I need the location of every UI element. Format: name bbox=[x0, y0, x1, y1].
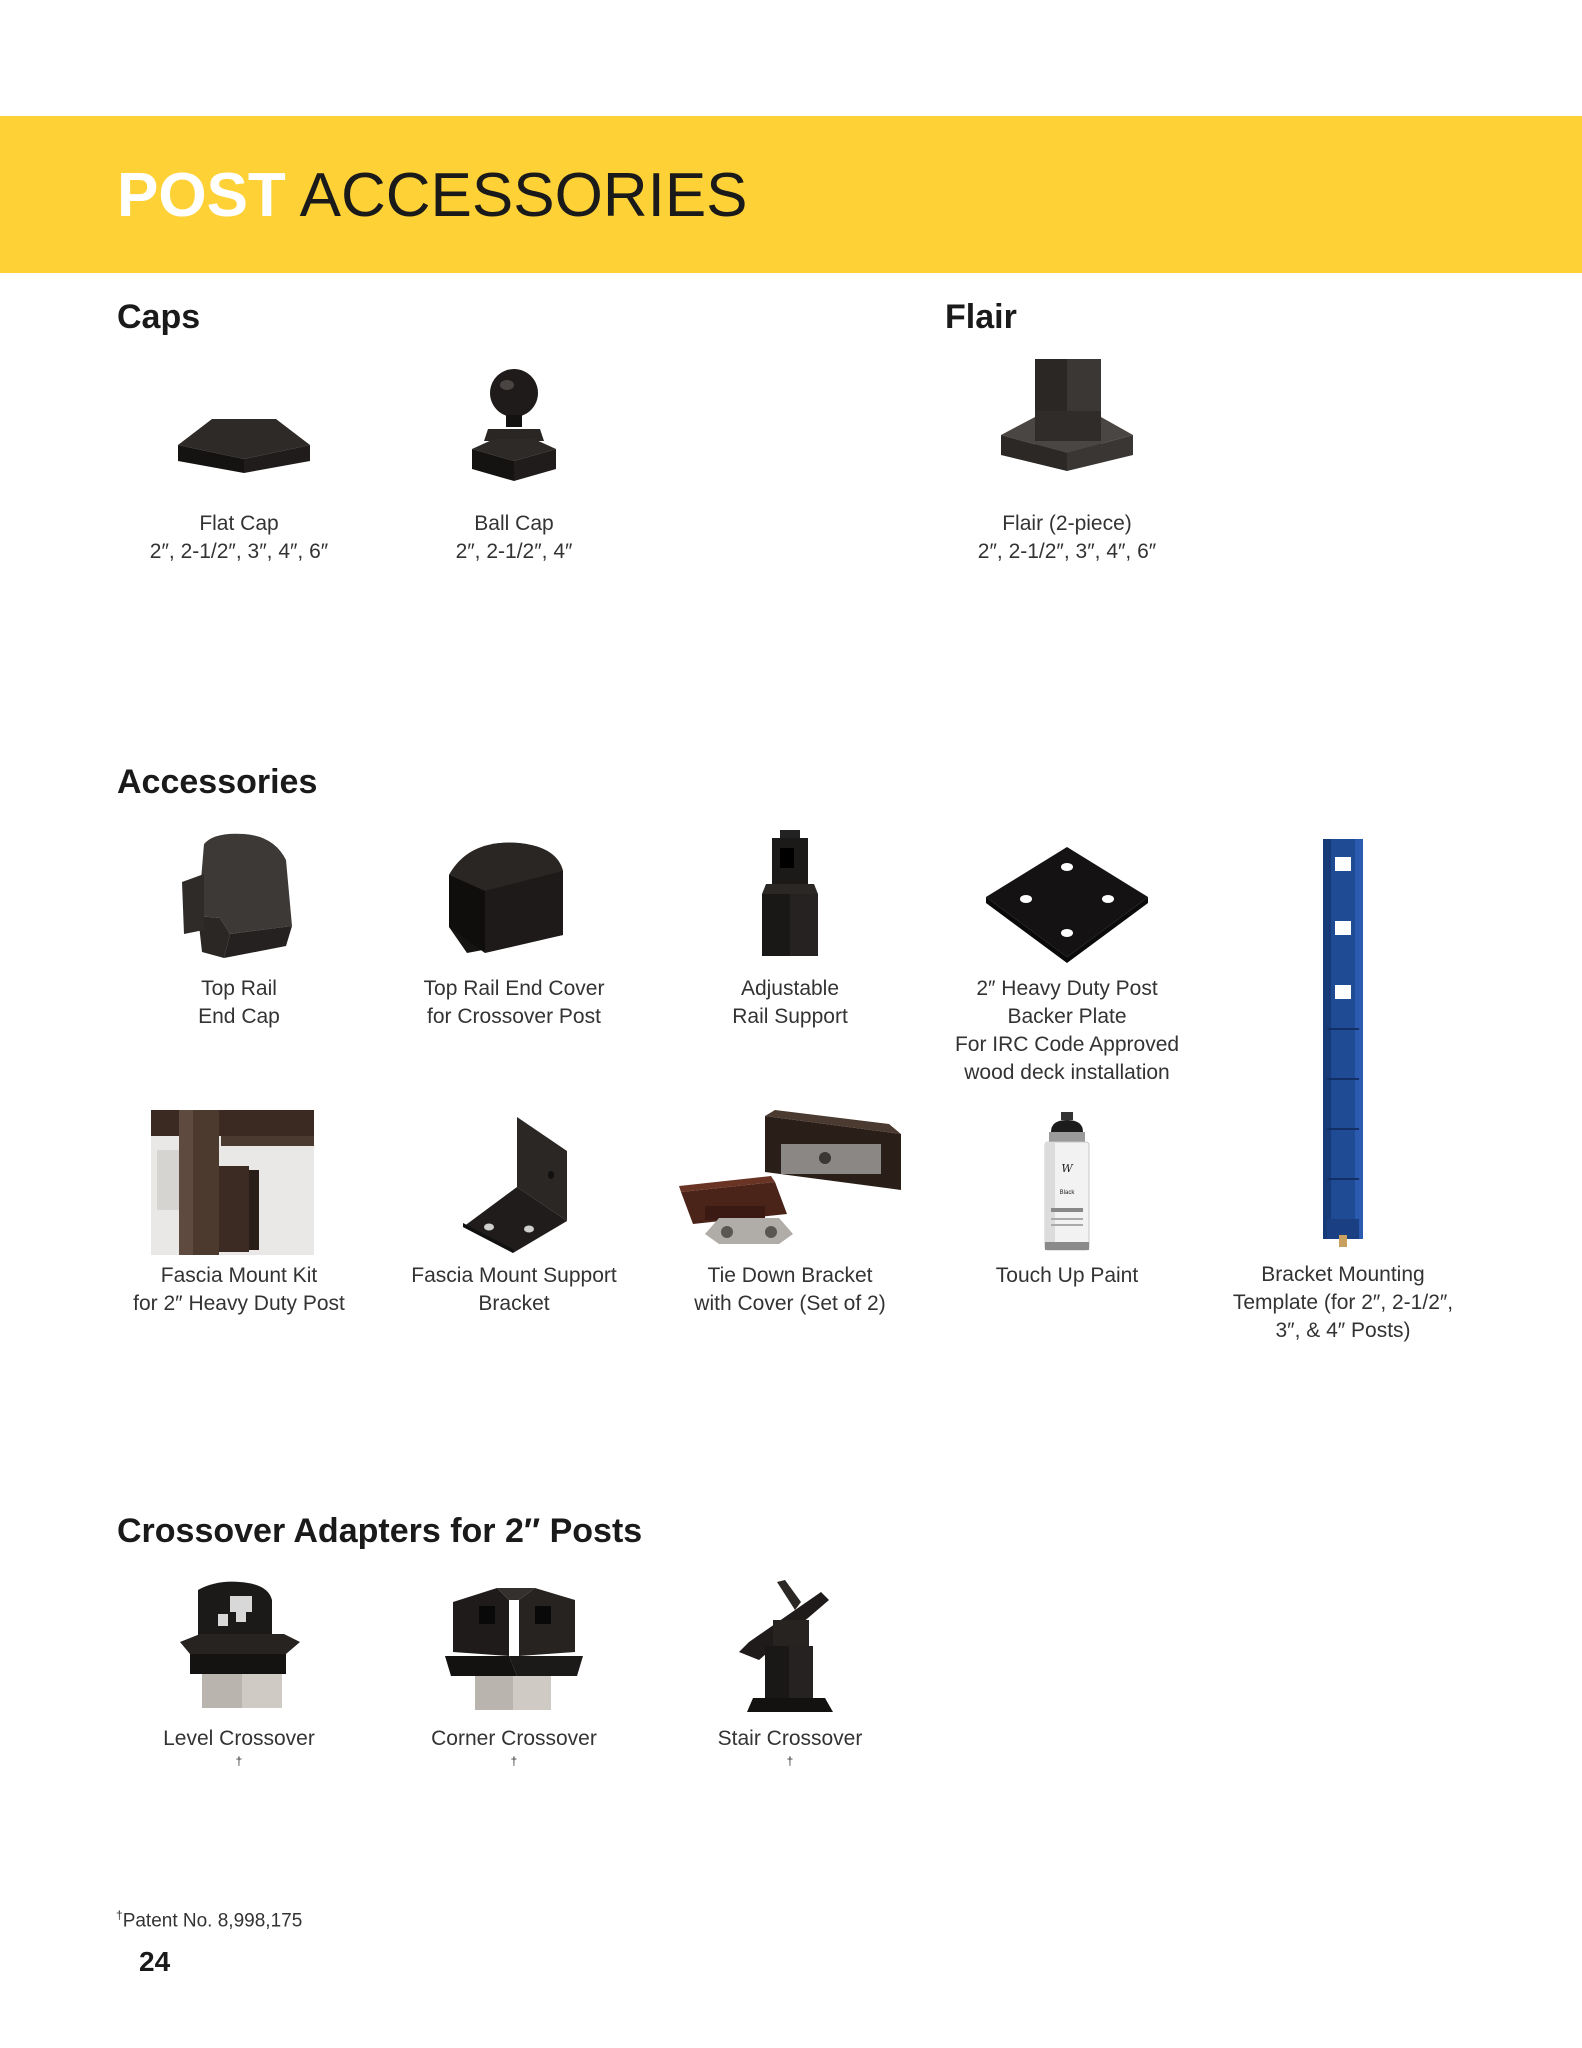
ball-cap-caption bbox=[389, 510, 639, 566]
level-crossover-icon bbox=[114, 1575, 364, 1715]
top-rail-end-cap-caption bbox=[114, 975, 364, 1031]
flat-cap-name: Flat Cap bbox=[199, 512, 279, 535]
level-crossover-patent-mark: † bbox=[235, 1754, 243, 1768]
template-icon bbox=[1313, 839, 1373, 1247]
product-flair bbox=[942, 355, 1192, 563]
paint-can-label: Black bbox=[1059, 1190, 1075, 1196]
backer-plate-caption bbox=[942, 975, 1192, 1087]
product-adjustable-rail-support bbox=[665, 825, 915, 1028]
page-title-light: ACCESSORIES bbox=[299, 161, 748, 230]
flat-cap-sizes: 2″, 2-1/2″, 3″, 4″, 6″ bbox=[149, 540, 329, 563]
backer-plate-name: 2″ Heavy Duty Post bbox=[976, 977, 1158, 1000]
support-bracket-name-line2: Bracket bbox=[478, 1292, 550, 1315]
touch-up-paint-name: Touch Up Paint bbox=[995, 1264, 1139, 1287]
fascia-support-bracket-caption bbox=[389, 1262, 639, 1318]
accessories-heading: Accessories bbox=[117, 763, 318, 801]
end-cap-icon bbox=[114, 825, 364, 965]
tie-down-name-line2: with Cover (Set of 2) bbox=[694, 1292, 886, 1315]
stair-crossover-patent-mark: † bbox=[786, 1754, 794, 1768]
product-corner-crossover bbox=[389, 1575, 639, 1768]
angle-bracket-icon bbox=[389, 1110, 639, 1250]
product-fascia-mount-kit bbox=[114, 1110, 364, 1315]
stair-crossover-name: Stair Crossover bbox=[717, 1727, 863, 1750]
tie-down-name: Tie Down Bracket bbox=[707, 1264, 873, 1287]
backer-plate-name-line2: Backer Plate bbox=[1007, 1005, 1127, 1028]
footnote-text: Patent No. 8,998,175 bbox=[122, 1910, 303, 1932]
product-level-crossover bbox=[114, 1575, 364, 1768]
end-cover-name: Top Rail End Cover bbox=[423, 977, 605, 1000]
product-stair-crossover bbox=[665, 1575, 915, 1768]
patent-footnote bbox=[116, 1908, 302, 1932]
end-cap-name-line2: End Cap bbox=[198, 1005, 280, 1028]
fascia-kit-name: Fascia Mount Kit bbox=[160, 1264, 318, 1287]
flair-icon bbox=[942, 355, 1192, 495]
rail-support-icon bbox=[665, 825, 915, 965]
flat-cap-icon bbox=[114, 355, 364, 495]
mounting-template-name-line3: 3″, & 4″ Posts) bbox=[1275, 1319, 1411, 1342]
touch-up-paint-caption bbox=[942, 1262, 1192, 1290]
stair-crossover-icon bbox=[665, 1575, 915, 1715]
mounting-template-name: Bracket Mounting bbox=[1261, 1263, 1425, 1286]
product-touch-up-paint bbox=[942, 1110, 1192, 1287]
corner-crossover-icon bbox=[389, 1575, 639, 1715]
mounting-template-name-line2: Template (for 2″, 2-1/2″, bbox=[1232, 1291, 1454, 1314]
crossover-heading: Crossover Adapters for 2″ Posts bbox=[117, 1512, 643, 1550]
caps-heading: Caps bbox=[117, 298, 201, 336]
footnote-mark: † bbox=[116, 1908, 123, 1922]
product-ball-cap bbox=[389, 355, 639, 563]
level-crossover-name: Level Crossover bbox=[163, 1727, 315, 1750]
product-top-rail-end-cap bbox=[114, 825, 364, 1028]
product-fascia-support-bracket bbox=[389, 1110, 639, 1315]
page-title-bold: POST bbox=[117, 161, 286, 230]
end-cover-icon bbox=[389, 825, 639, 965]
ball-cap-icon bbox=[389, 355, 639, 495]
rail-support-name-line2: Rail Support bbox=[732, 1005, 848, 1028]
corner-crossover-name: Corner Crossover bbox=[431, 1727, 597, 1750]
corner-crossover-patent-mark: † bbox=[510, 1754, 518, 1768]
tie-down-icon bbox=[665, 1110, 915, 1250]
fascia-kit-icon bbox=[114, 1110, 364, 1250]
flair-name: Flair (2-piece) bbox=[1002, 512, 1132, 535]
ball-cap-name: Ball Cap bbox=[474, 512, 554, 535]
spray-can-icon bbox=[942, 1110, 1192, 1250]
mounting-template-caption bbox=[1218, 1261, 1468, 1345]
backer-plate-icon bbox=[942, 825, 1192, 965]
flair-caption bbox=[942, 510, 1192, 566]
level-crossover-caption bbox=[114, 1725, 364, 1781]
end-cap-name: Top Rail bbox=[201, 977, 277, 1000]
product-mounting-template bbox=[1218, 835, 1468, 1345]
adjustable-rail-support-caption bbox=[665, 975, 915, 1031]
svg-text:W: W bbox=[1061, 1162, 1073, 1175]
product-top-rail-end-cover bbox=[389, 825, 639, 1028]
fascia-mount-kit-caption bbox=[114, 1262, 364, 1318]
flair-sizes: 2″, 2-1/2″, 3″, 4″, 6″ bbox=[977, 540, 1157, 563]
flat-cap-caption bbox=[114, 510, 364, 566]
product-flat-cap bbox=[114, 355, 364, 563]
fascia-kit-name-line2: for 2″ Heavy Duty Post bbox=[133, 1292, 345, 1315]
tie-down-bracket-caption bbox=[665, 1262, 915, 1318]
backer-plate-note-line2: wood deck installation bbox=[964, 1061, 1170, 1084]
end-cover-name-line2: for Crossover Post bbox=[427, 1005, 601, 1028]
page-title bbox=[117, 156, 748, 236]
rail-support-name: Adjustable bbox=[740, 977, 840, 1000]
flair-heading: Flair bbox=[945, 298, 1017, 336]
top-rail-end-cover-caption bbox=[389, 975, 639, 1031]
product-tie-down-bracket bbox=[665, 1110, 915, 1315]
page-number: 24 bbox=[139, 1946, 171, 1977]
support-bracket-name: Fascia Mount Support bbox=[411, 1264, 617, 1287]
stair-crossover-caption bbox=[665, 1725, 915, 1781]
ball-cap-sizes: 2″, 2-1/2″, 4″ bbox=[455, 540, 573, 563]
product-backer-plate bbox=[942, 825, 1192, 1084]
backer-plate-note: For IRC Code Approved bbox=[954, 1033, 1180, 1056]
corner-crossover-caption bbox=[389, 1725, 639, 1781]
